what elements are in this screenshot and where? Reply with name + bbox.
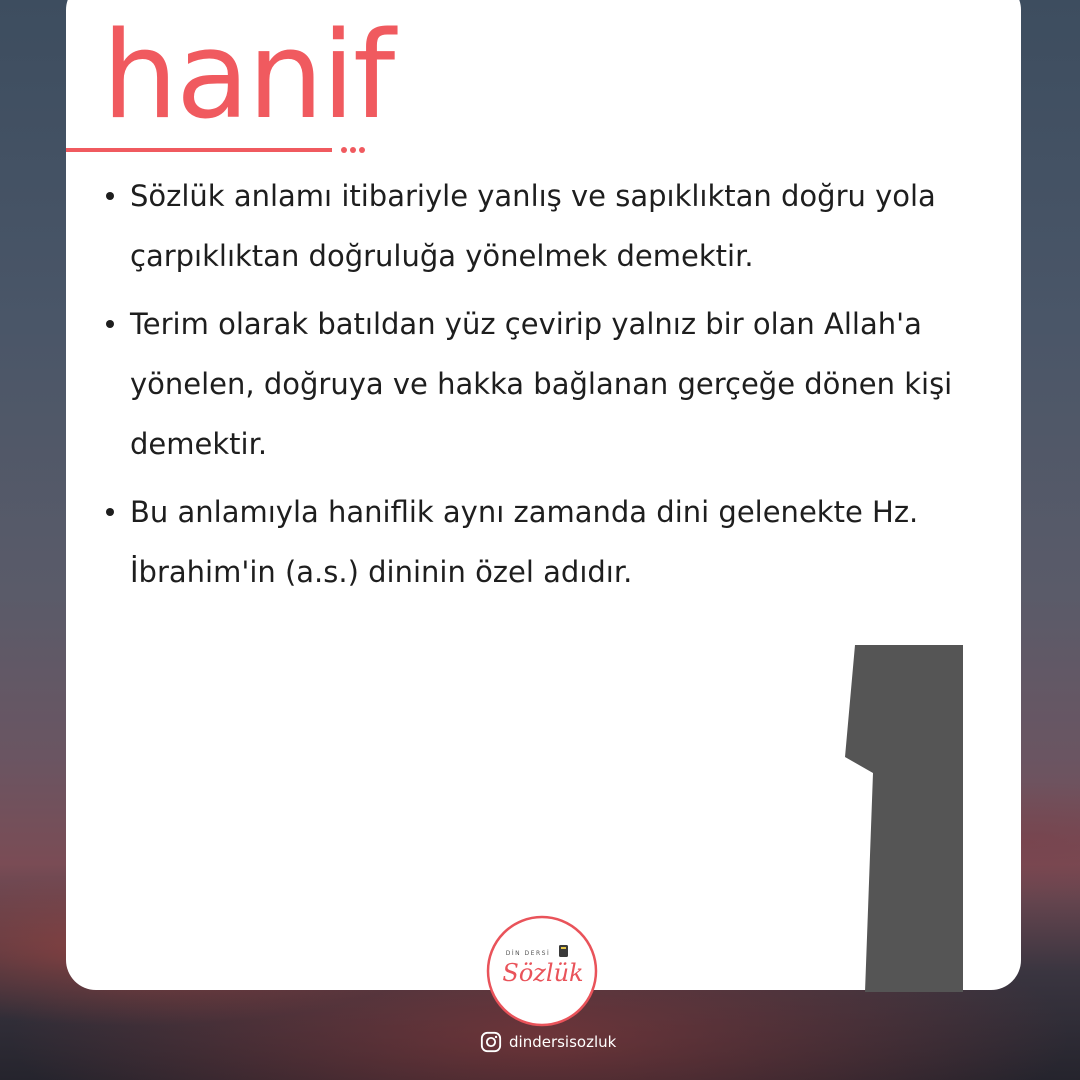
title-underline [66,148,332,152]
definition-list [104,166,964,610]
dot [350,147,356,153]
definition-item: Sözlük anlamı itibariyle yanlış ve sapıklıktan doğru yola çarpıklıktan doğruluğa yönelmek demektir. [104,166,964,286]
page-title: hanif [102,7,394,146]
definition-item: Bu anlamıyla haniflik aynı zamanda dini gelenekte Hz. İbrahim'in (a.s.) dininin özel adıdır. [104,482,964,602]
book-icon [559,945,568,957]
definition-item: Terim olarak batıldan yüz çevirip yalnız bir olan Allah'a yönelen, doğruya ve hakka bağlanan gerçeğe dönen kişi demektir. [104,294,964,474]
logo-top-text: DİN DERSİ [505,950,551,957]
ellipsis-dots [341,147,365,153]
dot [341,147,347,153]
instagram-icon [480,1031,502,1053]
dot [359,147,365,153]
instagram-handle[interactable]: dindersisozluk [509,1033,617,1051]
social-handle[interactable] [480,1031,616,1053]
logo-script-text: Sözlük [502,959,584,987]
page-number-one-shape [845,645,963,992]
din-dersi-sozluk-logo [486,915,598,1027]
